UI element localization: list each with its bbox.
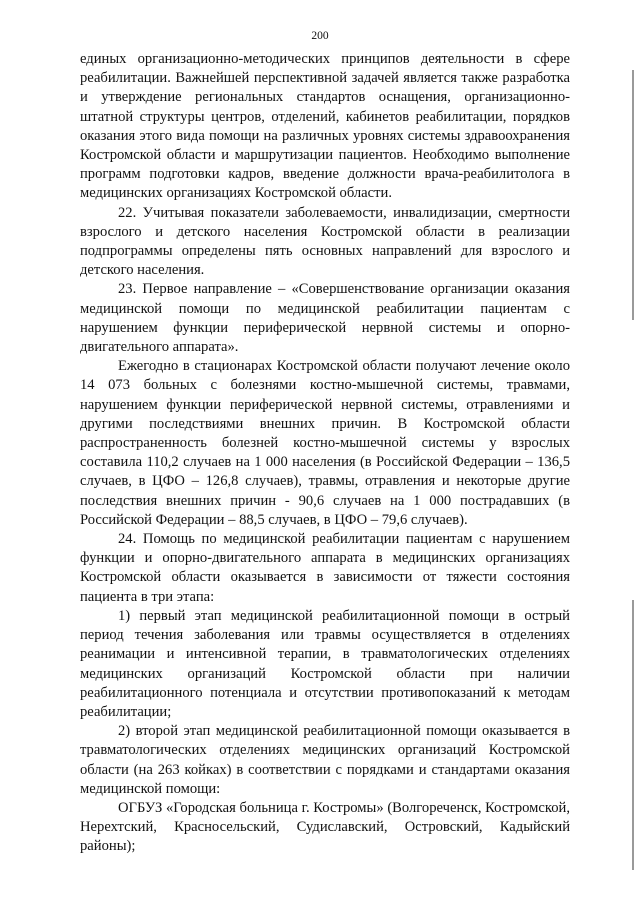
paragraph-stage-2: 2) второй этап медицинской реабилитационной помощи оказывается в травматологических отделениях медицинских организаций Костромской области (на 263 койках) в соответствии с порядками и стандартами оказания медицинской помощи: [80,723,570,797]
page-number: 200 [311,30,329,42]
paragraph-intro: единых организационно-методических принципов деятельности в сфере реабилитации. Важнейшей перспективной задачей является также разработка и утверждение региональных стандартов оснащения, организационно-штатной структуры центров, отделений, кабинетов реабилитации, порядков оказания этого вида помощи на различных уровнях системы здравоохранения Костромской области и маршрутизации пациентов. Необходимо выполнение программ подготовки кадров, введение должности врача-реабилитолога в медицинских организациях Костромской области. [80,51,570,202]
scan-edge-mark-bottom [632,600,634,870]
scan-edge-mark-top [632,70,634,320]
paragraph-statistics: Ежегодно в стационарах Костромской области получают лечение около 14 073 больных с болезнями костно-мышечной системы, травмами, нарушением функции периферической нервной системы, отравлениями и другими последствиями внешних причин. В Костромской области распространенность болезней костно-мышечной системы у взрослых составила 110,2 случаев на 1 000 населения (в Российской Федерации – 136,5 случаев, в ЦФО – 126,8 случаев), травмы, отравления и некоторые другие последствия внешних причин - 90,6 случаев на 1 000 пострадавших (в Российской Федерации – 88,5 случаев, в ЦФО – 79,6 случаев). [80,358,570,528]
document-body [80,50,570,857]
paragraph-item-22: 22. Учитывая показатели заболеваемости, инвалидизации, смертности взрослого и детского населения Костромской области в реализации подпрограммы определены пять основных направлений для взрослого и детского населения. [80,204,570,279]
paragraph-item-23: 23. Первое направление – «Совершенствование организации оказания медицинской помощи по медицинской реабилитации пациентам с нарушением функции периферической нервной системы и опорно-двигательного аппарата». [80,281,570,356]
paragraph-item-24: 24. Помощь по медицинской реабилитации пациентам с нарушением функции и опорно-двигательного аппарата в медицинских организациях Костромской области оказывается в зависимости от тяжести состояния пациента в три этапа: [80,531,570,605]
paragraph-stage-1: 1) первый этап медицинской реабилитационной помощи в острый период течения заболевания или травмы осуществляется в отделениях реанимации и интенсивной терапии, в травматологических отделениях медицинских организаций Костромской области при наличии реабилитационного потенциала и отсутствии противопоказаний к методам реабилитации; [80,607,570,720]
paragraph-hospital: ОГБУЗ «Городская больница г. Костромы» (Волгореченск, Костромской, Нерехтский, Красносельский, Судиславский, Островский, Кадыйский районы); [80,799,570,855]
